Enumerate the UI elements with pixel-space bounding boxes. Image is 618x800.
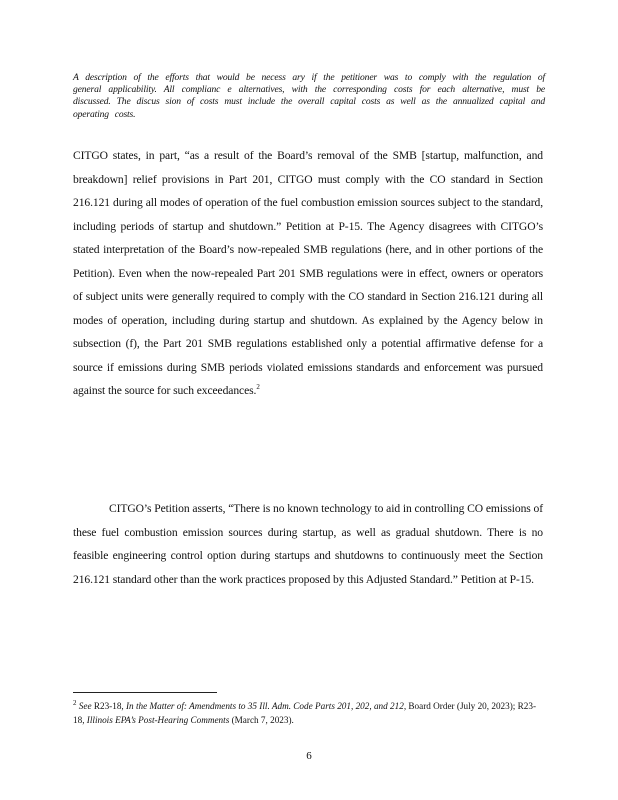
paragraph-1-text: CITGO states, in part, “as a result of the Board’s removal of the SMB [startup, malfunction, and breakdown] relief provisions in Part 201, CITGO must comply with the CO standard in Section 216.121 during all modes of operation of the fuel combustion emission sources subject to the standard, including periods of startup and shutdown.” Petition at P-15. The Agency disagrees with CITGO’s stated interpretation of the Board’s now-repealed SMB regulations (here, and in other portions of the Petition). Even when the now-repealed Part 201 SMB regulations were in effect, owners or operators of subject units were generally required to comply with the CO standard in Section 216.121 during all modes of operation, including during startup and shutdown. As explained by the Agency below in subsection (f), the Part 201 SMB regulations established only a potential affirmative defense for a source if emissions during SMB periods violated emissions standards and enforcement was pursued against the source for such exceedances. <box>73 149 543 397</box>
footnote-reference[interactable]: 2 <box>256 383 260 392</box>
footnote-cite-1: R23-18, <box>93 701 124 711</box>
footnote-rest-2: (March 7, 2023). <box>231 715 294 725</box>
footnote-number: 2 <box>73 698 77 707</box>
footnote-title-2: Illinois EPA’s Post-Hearing Comments <box>86 715 230 725</box>
footnote-divider <box>73 692 217 693</box>
intro-criterion-text: A description of the efforts that would be necess ary if the petitioner was to comply with the regulation of general applicability. All complianc e alternatives, with the corresponding costs for each alternative, must be discussed. The discus sion of costs must include the overall capital costs as well as the annualized capital and operating costs. <box>73 72 545 120</box>
footnote-rest-1: Board Order (July 20, 2023); R23-18, <box>73 701 537 725</box>
footnote-title-1: In the Matter of: Amendments to 35 Ill. Adm. Code Parts 201, 202, and 212, <box>126 701 407 711</box>
footnote-see: See <box>78 701 92 711</box>
body-paragraph-1 <box>73 144 543 403</box>
body-paragraph-2: CITGO’s Petition asserts, “There is no known technology to aid in controlling CO emissions of these fuel combustion emission sources during startup, as well as gradual shutdown. There is no feasible engineering control option during startups and shutdowns to continuously meet the Section 216.121 standard other than the work practices proposed by this Adjusted Standard.” Petition at P-15. <box>73 502 543 586</box>
footnote <box>73 699 543 727</box>
page-number: 6 <box>306 750 312 762</box>
